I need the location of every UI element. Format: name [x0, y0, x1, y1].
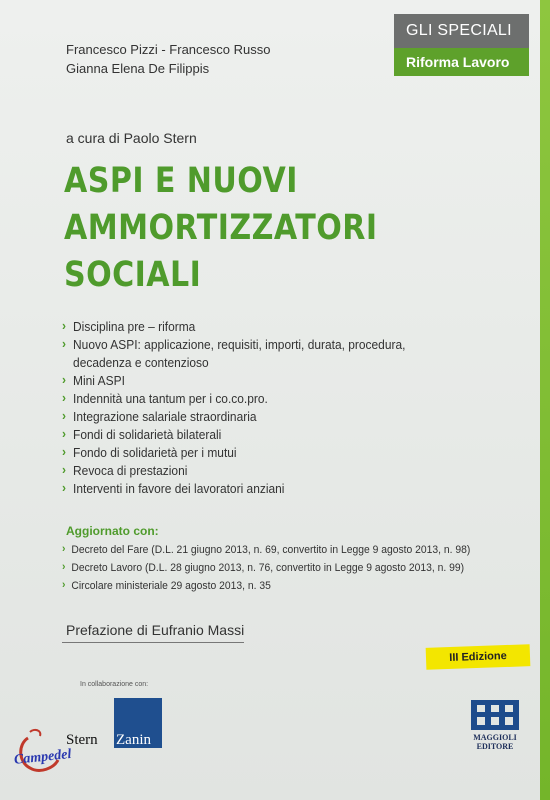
topic-item: › Revoca di prestazioni: [62, 462, 430, 480]
topic-item: › Indennità una tantum per i co.co.pro.: [62, 390, 430, 408]
title-line: ASPI E NUOVI: [64, 161, 298, 201]
topics-list: [62, 318, 462, 498]
publisher-logo: [470, 700, 520, 751]
logo-text-stern: Stern: [66, 732, 98, 748]
edition-badge: III Edizione: [426, 644, 531, 670]
topic-item-continuation: decadenza e contenzioso: [73, 355, 209, 370]
topic-item: › Fondo di solidarietà per i mutui: [62, 444, 430, 462]
maggioli-mark-icon: [471, 700, 519, 730]
title-line: AMMORTIZZATORI: [64, 208, 378, 248]
divider: [62, 642, 244, 643]
update-item: › Decreto del Fare (D.L. 21 giugno 2013, n. 69, convertito in Legge 9 agosto 2013, n. 98): [62, 541, 504, 559]
preface: Prefazione di Eufranio Massi: [66, 622, 245, 638]
updates-list: [62, 541, 532, 595]
stern-zanin-logo: [66, 698, 162, 748]
series-badge: [394, 14, 529, 76]
title-line: SOCIALI: [64, 255, 202, 295]
topic-item: › Integrazione salariale straordinaria: [62, 408, 430, 426]
series-label: GLI SPECIALI: [394, 14, 529, 48]
library-stamp: [13, 728, 73, 782]
updated-heading: Aggiornato con:: [66, 524, 159, 538]
curator: a cura di Paolo Stern: [66, 130, 197, 146]
book-title: [64, 158, 391, 299]
topic-item: › Mini ASPI: [62, 372, 430, 390]
publisher-line: MAGGIOLI: [473, 733, 517, 742]
update-item: › Circolare ministeriale 29 agosto 2013, n. 35: [62, 577, 504, 595]
topic-item: › Nuovo ASPI: applicazione, requisiti, importi, durata, procedura,: [62, 336, 430, 354]
topic-item: › Disciplina pre – riforma: [62, 318, 430, 336]
topic-item: › Interventi in favore dei lavoratori anziani: [62, 480, 430, 498]
author-line: Gianna Elena De Filippis: [66, 61, 210, 76]
authors: [66, 40, 270, 78]
collaboration-label: In collaborazione con:: [80, 681, 149, 688]
update-item: › Decreto Lavoro (D.L. 28 giugno 2013, n. 76, convertito in Legge 9 agosto 2013, n. 99): [62, 559, 504, 577]
stamp-text: Campedel: [13, 746, 73, 768]
publisher-line: EDITORE: [476, 742, 514, 751]
logo-text-zanin: Zanin: [116, 732, 151, 748]
subseries-label: Riforma Lavoro: [394, 48, 529, 76]
topic-item: › Fondi di solidarietà bilaterali: [62, 426, 430, 444]
green-spine-stripe: [540, 0, 550, 800]
author-line: Francesco Pizzi - Francesco Russo: [66, 42, 271, 57]
publisher-name: [470, 733, 520, 751]
